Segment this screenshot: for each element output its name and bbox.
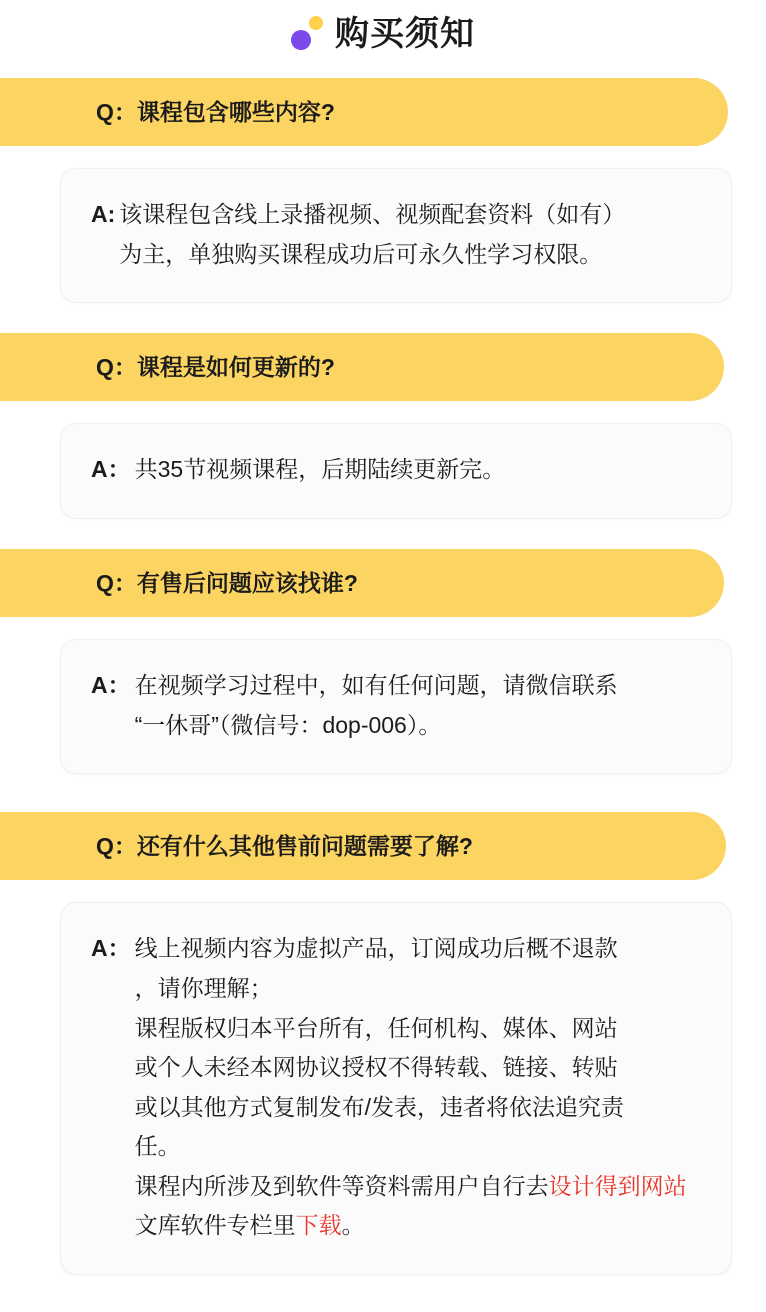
plain-text: 文库软件专栏里 (134, 1212, 296, 1239)
question-label: Q： (96, 99, 137, 125)
faq-answer (60, 423, 732, 519)
answer-label: A： (91, 456, 131, 483)
faq-item (0, 812, 766, 1275)
answer-line: 任。 (134, 1133, 181, 1160)
question-text: 课程是如何更新的? (136, 354, 335, 381)
faq-list (0, 78, 766, 1275)
plain-text: 。 (341, 1212, 365, 1239)
page-header (0, 0, 766, 78)
answer-text (135, 929, 701, 1245)
answer-text (135, 666, 701, 745)
purple-dot-icon (291, 30, 311, 50)
answer-label: A： (91, 935, 131, 962)
faq-answer (60, 902, 732, 1274)
highlighted-text[interactable]: 下载 (295, 1212, 342, 1239)
answer-line: 课程版权归本平台所有，任何机构、媒体、网站 (134, 1014, 618, 1041)
faq-answer (60, 639, 732, 774)
answer-text (119, 195, 701, 274)
question-label: Q： (96, 833, 137, 860)
answer-line-rich (135, 1167, 701, 1246)
question-text: 还有什么其他售前问题需要了解? (136, 833, 473, 860)
answer-line: 为主，单独购买课程成功后可永久性学习权限。 (119, 240, 603, 267)
answer-line: “一休哥”（微信号：dop-006）。 (134, 711, 442, 738)
answer-label: A: (91, 201, 116, 228)
answer-line: 该课程包含线上录播视频、视频配套资料（如有） (119, 201, 626, 228)
faq-question[interactable] (0, 812, 726, 880)
answer-line: 或个人未经本网协议授权不得转载、链接、转贴 (134, 1054, 618, 1081)
faq-item (0, 78, 766, 303)
answer-label: A： (91, 672, 131, 699)
plain-text: 课程内所涉及到软件等资料需用户自行去 (134, 1172, 549, 1199)
highlighted-text[interactable]: 设计得到网站 (548, 1172, 687, 1199)
faq-item (0, 333, 766, 519)
faq-question[interactable] (0, 78, 728, 146)
question-text: 有售后问题应该找谁? (136, 570, 358, 597)
question-label: Q： (96, 354, 137, 381)
answer-line: 或以其他方式复制发布/发表，违者将依法追究责 (134, 1093, 625, 1120)
faq-answer (60, 168, 732, 303)
answer-line: 在视频学习过程中，如有任何问题，请微信联系 (134, 672, 618, 699)
question-text: 课程包含哪些内容? (136, 99, 335, 125)
answer-line: 共35节视频课程，后期陆续更新完。 (134, 456, 506, 483)
answer-text (135, 450, 701, 490)
answer-line: ，请你理解； (134, 975, 273, 1002)
faq-question[interactable] (0, 549, 724, 617)
faq-item (0, 549, 766, 774)
faq-question[interactable] (0, 333, 724, 401)
question-label: Q： (96, 570, 137, 597)
yellow-dot-icon (309, 16, 323, 30)
decorative-dots (291, 14, 331, 54)
page-title: 购买须知 (335, 15, 475, 53)
answer-line: 线上视频内容为虚拟产品，订阅成功后概不退款 (134, 935, 618, 962)
